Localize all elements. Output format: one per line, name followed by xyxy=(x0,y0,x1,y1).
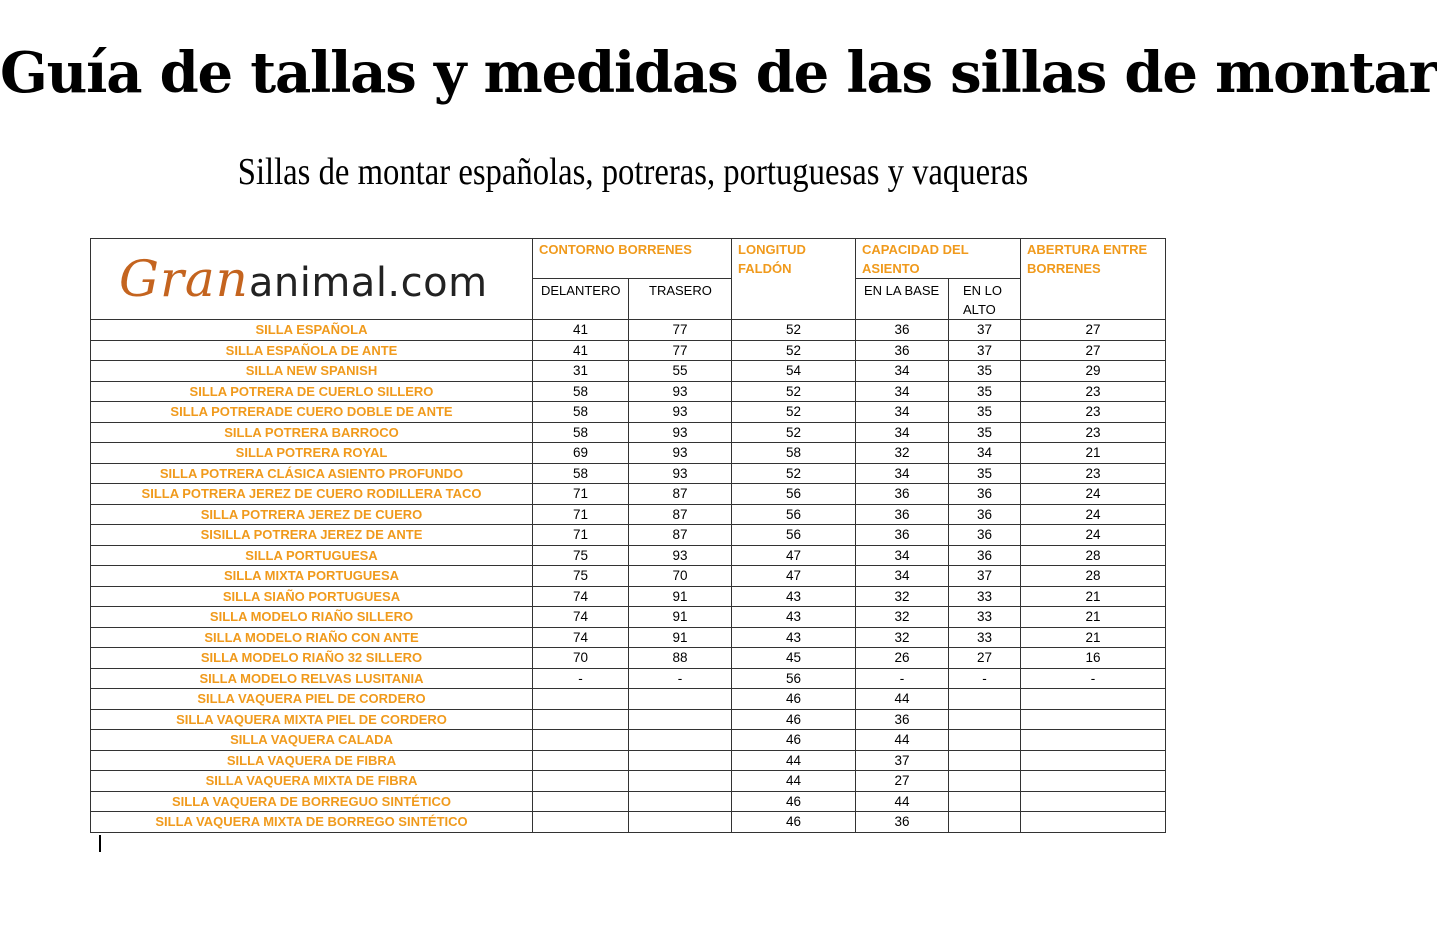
cell-longitud: 56 xyxy=(732,484,856,505)
cell-base: 37 xyxy=(856,750,949,771)
cell-abertura: 27 xyxy=(1021,320,1166,341)
cell-abertura: 24 xyxy=(1021,484,1166,505)
table-row xyxy=(91,791,1166,812)
cell-abertura: 27 xyxy=(1021,340,1166,361)
table-row xyxy=(91,607,1166,628)
cell-base: 36 xyxy=(856,812,949,833)
saddle-name: SILLA MIXTA PORTUGUESA xyxy=(91,566,533,587)
cell-trasero: 93 xyxy=(629,381,732,402)
cell-base: 32 xyxy=(856,627,949,648)
cell-abertura: 23 xyxy=(1021,381,1166,402)
cell-abertura: 28 xyxy=(1021,545,1166,566)
cell-trasero: - xyxy=(629,668,732,689)
cell-delantero: 31 xyxy=(533,361,629,382)
cell-abertura xyxy=(1021,812,1166,833)
cell-base: 34 xyxy=(856,463,949,484)
cell-longitud: 54 xyxy=(732,361,856,382)
cell-delantero: - xyxy=(533,668,629,689)
cell-longitud: 44 xyxy=(732,750,856,771)
cell-base: 36 xyxy=(856,709,949,730)
cell-trasero: 70 xyxy=(629,566,732,587)
cell-longitud: 52 xyxy=(732,402,856,423)
table-row xyxy=(91,750,1166,771)
cell-delantero: 71 xyxy=(533,525,629,546)
cell-delantero: 74 xyxy=(533,607,629,628)
cell-base: 36 xyxy=(856,484,949,505)
cell-alto: 36 xyxy=(949,484,1021,505)
cell-alto: 35 xyxy=(949,402,1021,423)
cell-trasero: 93 xyxy=(629,422,732,443)
saddle-name: SILLA VAQUERA DE FIBRA xyxy=(91,750,533,771)
cell-alto xyxy=(949,791,1021,812)
cell-delantero: 41 xyxy=(533,320,629,341)
cell-base: 34 xyxy=(856,402,949,423)
cell-abertura xyxy=(1021,709,1166,730)
cell-abertura xyxy=(1021,771,1166,792)
table-row xyxy=(91,566,1166,587)
saddle-name: SILLA POTRERA DE CUERLO SILLERO xyxy=(91,381,533,402)
cell-abertura: 21 xyxy=(1021,607,1166,628)
cell-base: 32 xyxy=(856,607,949,628)
cell-longitud: 58 xyxy=(732,443,856,464)
table-row xyxy=(91,402,1166,423)
cell-delantero xyxy=(533,812,629,833)
cell-abertura xyxy=(1021,730,1166,751)
cell-alto: 37 xyxy=(949,566,1021,587)
table-row xyxy=(91,320,1166,341)
cell-alto: 35 xyxy=(949,361,1021,382)
header-capacidad-asiento: CAPACIDAD DEL ASIENTO xyxy=(856,239,1021,279)
cell-base: 44 xyxy=(856,689,949,710)
cell-base: 32 xyxy=(856,443,949,464)
cell-trasero: 88 xyxy=(629,648,732,669)
cell-alto xyxy=(949,709,1021,730)
table-row xyxy=(91,627,1166,648)
cell-base: 34 xyxy=(856,381,949,402)
logo-cell xyxy=(91,239,533,320)
cell-longitud: 46 xyxy=(732,689,856,710)
cell-base: 32 xyxy=(856,586,949,607)
saddle-size-table xyxy=(90,238,1166,833)
cell-trasero: 87 xyxy=(629,484,732,505)
cell-alto: 37 xyxy=(949,340,1021,361)
table-row xyxy=(91,709,1166,730)
cell-trasero: 77 xyxy=(629,320,732,341)
cell-trasero xyxy=(629,812,732,833)
cell-abertura: 29 xyxy=(1021,361,1166,382)
cell-abertura: 24 xyxy=(1021,504,1166,525)
cell-alto: - xyxy=(949,668,1021,689)
subheader-en-la-base: EN LA BASE xyxy=(856,279,949,320)
cell-base: - xyxy=(856,668,949,689)
table-body xyxy=(91,320,1166,833)
header-longitud-faldon: LONGITUD FALDÓN xyxy=(732,239,856,320)
text-cursor xyxy=(99,835,101,852)
cell-alto xyxy=(949,812,1021,833)
saddle-name: SILLA POTRERA CLÁSICA ASIENTO PROFUNDO xyxy=(91,463,533,484)
cell-delantero: 71 xyxy=(533,484,629,505)
cell-alto: 33 xyxy=(949,627,1021,648)
cell-alto: 35 xyxy=(949,381,1021,402)
subheader-trasero: TRASERO xyxy=(629,279,732,320)
cell-delantero xyxy=(533,709,629,730)
table-row xyxy=(91,771,1166,792)
cell-longitud: 46 xyxy=(732,812,856,833)
cell-alto xyxy=(949,750,1021,771)
cell-abertura: 21 xyxy=(1021,443,1166,464)
saddle-name: SILLA SIAÑO PORTUGUESA xyxy=(91,586,533,607)
cell-delantero: 70 xyxy=(533,648,629,669)
cell-trasero xyxy=(629,709,732,730)
cell-delantero: 69 xyxy=(533,443,629,464)
header-contorno-borrenes: CONTORNO BORRENES xyxy=(533,239,732,279)
saddle-name: SILLA VAQUERA CALADA xyxy=(91,730,533,751)
saddle-name: SILLA POTRERA ROYAL xyxy=(91,443,533,464)
saddle-name: SILLA MODELO RIAÑO CON ANTE xyxy=(91,627,533,648)
table-row xyxy=(91,689,1166,710)
cell-longitud: 46 xyxy=(732,709,856,730)
cell-delantero: 71 xyxy=(533,504,629,525)
cell-trasero xyxy=(629,689,732,710)
page-subtitle: Sillas de montar españolas, potreras, portuguesas y vaqueras xyxy=(237,151,1029,193)
cell-alto: 35 xyxy=(949,422,1021,443)
logo-gran: Gran xyxy=(119,250,249,308)
cell-trasero xyxy=(629,771,732,792)
cell-longitud: 56 xyxy=(732,504,856,525)
table-row xyxy=(91,668,1166,689)
cell-alto xyxy=(949,730,1021,751)
header-abertura-borrenes: ABERTURA ENTRE BORRENES xyxy=(1021,239,1166,320)
brand-logo xyxy=(91,250,532,308)
cell-trasero: 91 xyxy=(629,586,732,607)
cell-trasero xyxy=(629,730,732,751)
table-row xyxy=(91,504,1166,525)
table-row xyxy=(91,586,1166,607)
saddle-name: SILLA POTRERADE CUERO DOBLE DE ANTE xyxy=(91,402,533,423)
saddle-name: SILLA VAQUERA MIXTA DE FIBRA xyxy=(91,771,533,792)
cell-longitud: 52 xyxy=(732,340,856,361)
cell-trasero: 93 xyxy=(629,463,732,484)
cell-delantero: 58 xyxy=(533,381,629,402)
cell-alto: 37 xyxy=(949,320,1021,341)
cell-delantero xyxy=(533,750,629,771)
logo-animal: animal.com xyxy=(248,260,488,306)
cell-base: 44 xyxy=(856,791,949,812)
saddle-name: SILLA VAQUERA PIEL DE CORDERO xyxy=(91,689,533,710)
cell-abertura: 24 xyxy=(1021,525,1166,546)
table-row xyxy=(91,545,1166,566)
cell-abertura: - xyxy=(1021,668,1166,689)
cell-delantero: 58 xyxy=(533,463,629,484)
cell-abertura: 23 xyxy=(1021,402,1166,423)
cell-longitud: 43 xyxy=(732,607,856,628)
saddle-name: SILLA VAQUERA DE BORREGUO SINTÉTICO xyxy=(91,791,533,812)
cell-trasero: 91 xyxy=(629,627,732,648)
cell-delantero: 58 xyxy=(533,402,629,423)
cell-longitud: 44 xyxy=(732,771,856,792)
table-row xyxy=(91,381,1166,402)
cell-longitud: 52 xyxy=(732,422,856,443)
cell-alto xyxy=(949,689,1021,710)
cell-longitud: 56 xyxy=(732,525,856,546)
cell-base: 34 xyxy=(856,361,949,382)
cell-base: 36 xyxy=(856,340,949,361)
page-title: Guía de tallas y medidas de las sillas de montar xyxy=(0,40,1437,106)
cell-base: 34 xyxy=(856,545,949,566)
cell-base: 34 xyxy=(856,566,949,587)
cell-alto: 33 xyxy=(949,586,1021,607)
cell-trasero xyxy=(629,750,732,771)
table-row xyxy=(91,730,1166,751)
cell-abertura: 21 xyxy=(1021,586,1166,607)
cell-abertura: 23 xyxy=(1021,463,1166,484)
cell-trasero: 55 xyxy=(629,361,732,382)
subheader-en-lo-alto: EN LO ALTO xyxy=(949,279,1021,320)
cell-trasero: 91 xyxy=(629,607,732,628)
cell-trasero: 77 xyxy=(629,340,732,361)
cell-base: 34 xyxy=(856,422,949,443)
saddle-name: SILLA ESPAÑOLA DE ANTE xyxy=(91,340,533,361)
cell-abertura: 28 xyxy=(1021,566,1166,587)
saddle-name: SILLA POTRERA JEREZ DE CUERO RODILLERA TACO xyxy=(91,484,533,505)
cell-trasero: 93 xyxy=(629,402,732,423)
saddle-name: SILLA MODELO RIAÑO SILLERO xyxy=(91,607,533,628)
saddle-name: SILLA MODELO RELVAS LUSITANIA xyxy=(91,668,533,689)
cell-abertura: 21 xyxy=(1021,627,1166,648)
cell-longitud: 43 xyxy=(732,627,856,648)
cell-trasero xyxy=(629,791,732,812)
cell-alto: 35 xyxy=(949,463,1021,484)
cell-alto: 27 xyxy=(949,648,1021,669)
cell-alto xyxy=(949,771,1021,792)
cell-longitud: 46 xyxy=(732,791,856,812)
cell-longitud: 46 xyxy=(732,730,856,751)
saddle-name: SISILLA POTRERA JEREZ DE ANTE xyxy=(91,525,533,546)
cell-trasero: 93 xyxy=(629,443,732,464)
table-row xyxy=(91,484,1166,505)
saddle-name: SILLA VAQUERA MIXTA PIEL DE CORDERO xyxy=(91,709,533,730)
table-row xyxy=(91,443,1166,464)
cell-delantero xyxy=(533,791,629,812)
cell-base: 27 xyxy=(856,771,949,792)
saddle-name: SILLA MODELO RIAÑO 32 SILLERO xyxy=(91,648,533,669)
table-row xyxy=(91,361,1166,382)
cell-delantero xyxy=(533,730,629,751)
cell-base: 26 xyxy=(856,648,949,669)
table-row xyxy=(91,422,1166,443)
cell-abertura: 16 xyxy=(1021,648,1166,669)
cell-longitud: 52 xyxy=(732,320,856,341)
cell-abertura xyxy=(1021,791,1166,812)
cell-base: 44 xyxy=(856,730,949,751)
cell-base: 36 xyxy=(856,504,949,525)
cell-abertura xyxy=(1021,689,1166,710)
table-row xyxy=(91,525,1166,546)
cell-longitud: 45 xyxy=(732,648,856,669)
cell-longitud: 52 xyxy=(732,463,856,484)
cell-alto: 33 xyxy=(949,607,1021,628)
table-row xyxy=(91,812,1166,833)
cell-alto: 36 xyxy=(949,504,1021,525)
cell-longitud: 43 xyxy=(732,586,856,607)
cell-trasero: 87 xyxy=(629,504,732,525)
cell-alto: 36 xyxy=(949,525,1021,546)
table-row xyxy=(91,463,1166,484)
cell-base: 36 xyxy=(856,320,949,341)
cell-delantero xyxy=(533,689,629,710)
saddle-name: SILLA POTRERA BARROCO xyxy=(91,422,533,443)
cell-delantero: 74 xyxy=(533,627,629,648)
table-row xyxy=(91,340,1166,361)
cell-delantero: 41 xyxy=(533,340,629,361)
cell-delantero xyxy=(533,771,629,792)
cell-base: 36 xyxy=(856,525,949,546)
saddle-name: SILLA NEW SPANISH xyxy=(91,361,533,382)
subheader-delantero: DELANTERO xyxy=(533,279,629,320)
cell-delantero: 58 xyxy=(533,422,629,443)
cell-longitud: 47 xyxy=(732,545,856,566)
cell-trasero: 93 xyxy=(629,545,732,566)
cell-delantero: 75 xyxy=(533,566,629,587)
saddle-name: SILLA POTRERA JEREZ DE CUERO xyxy=(91,504,533,525)
cell-longitud: 56 xyxy=(732,668,856,689)
cell-longitud: 47 xyxy=(732,566,856,587)
cell-abertura xyxy=(1021,750,1166,771)
saddle-name: SILLA VAQUERA MIXTA DE BORREGO SINTÉTICO xyxy=(91,812,533,833)
cell-alto: 34 xyxy=(949,443,1021,464)
cell-delantero: 74 xyxy=(533,586,629,607)
cell-delantero: 75 xyxy=(533,545,629,566)
cell-longitud: 52 xyxy=(732,381,856,402)
table-row xyxy=(91,648,1166,669)
cell-abertura: 23 xyxy=(1021,422,1166,443)
cell-alto: 36 xyxy=(949,545,1021,566)
saddle-name: SILLA ESPAÑOLA xyxy=(91,320,533,341)
cell-trasero: 87 xyxy=(629,525,732,546)
saddle-name: SILLA PORTUGUESA xyxy=(91,545,533,566)
